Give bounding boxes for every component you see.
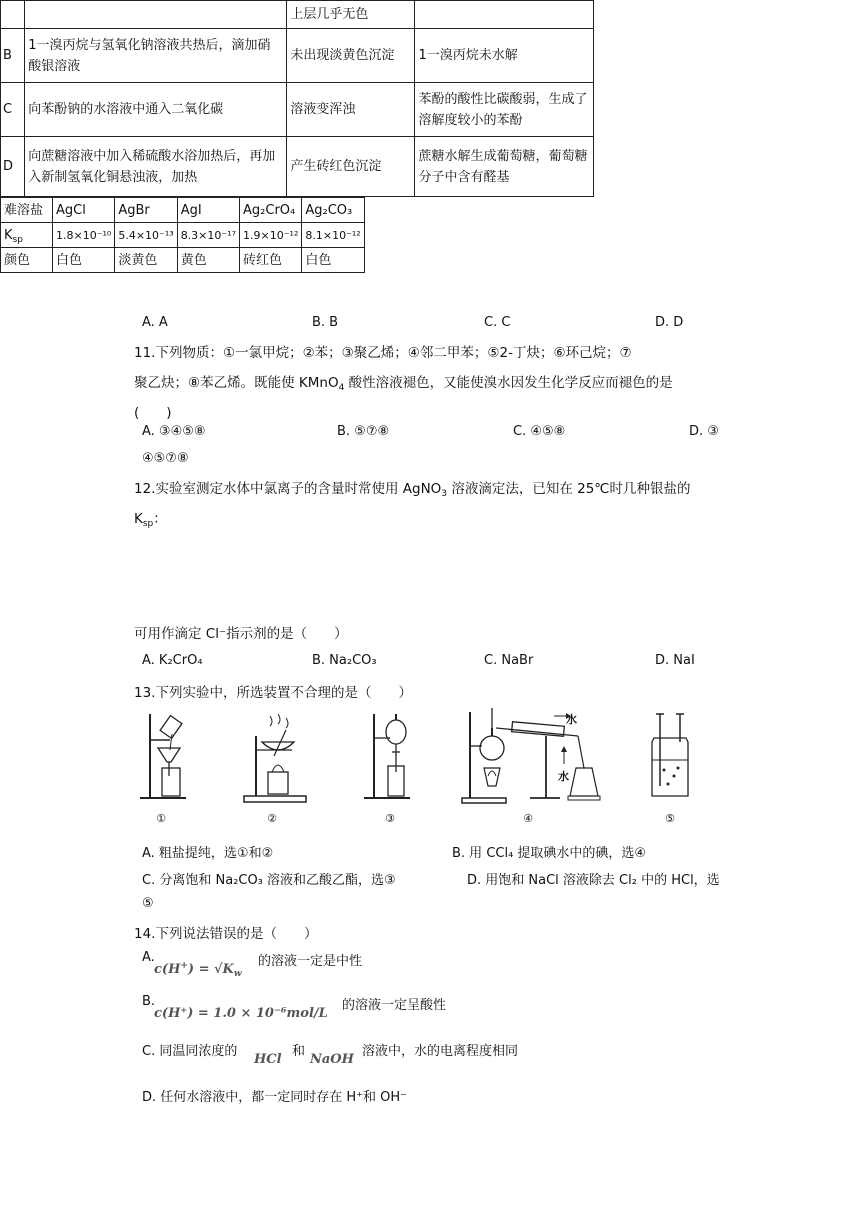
table-cell: 白色 [53,248,115,273]
q10-option-c[interactable]: C. C [484,315,511,330]
q11-text: 聚乙炔；⑧苯乙烯。既能使 KMnO [134,375,339,391]
table-cell: Ag₂CO₃ [302,198,364,223]
filtration-apparatus-figure [136,710,198,810]
formula-part: ) = √K [187,962,234,977]
formula-sub: w [233,969,242,979]
option-text: C. 同温同浓度的 [142,1044,238,1059]
q12-stem [134,474,734,534]
formula-concentration: c(H⁺) = 1.0 × 10⁻⁶mol/L [154,1006,328,1021]
table-cell: 难溶盐 [1,198,53,223]
option-text: 溶液中，水的电离程度相同 [362,1044,519,1059]
table-cell: 8.3×10⁻¹⁷ [177,223,239,248]
distillation-apparatus-figure [460,706,610,810]
table-cell: Ag₂CrO₄ [240,198,302,223]
q14-option-d[interactable]: D. 任何水溶液中，都一定同时存在 H⁺和 OH⁻ [142,1090,408,1105]
gas-washing-bottle-figure [648,710,692,810]
table-cell: 溶液变浑浊 [287,83,415,137]
q13-option-d-cont: ⑤ [142,896,154,911]
table-cell: 产生砖红色沉淀 [287,137,415,197]
table-cell [1,1,25,29]
table-row [1,223,365,248]
q14-option-c[interactable] [142,1040,702,1070]
formula-hcl: HCl [254,1052,282,1067]
q12-text: K [134,511,143,527]
formula-sqrt-kw [154,962,242,977]
q11-option-d-cont: ④⑤⑦⑧ [142,451,189,466]
table-row [1,137,594,197]
q11-line-3: ( ) [134,405,172,421]
option-text: 和 [292,1044,306,1059]
q11-option-d[interactable]: D. ③ [689,424,719,439]
table-cell: AgBr [115,198,177,223]
ksp-label-sub: sp [12,234,23,245]
option-letter: B. [142,994,156,1009]
table-cell: 向蔗糖溶液中加入稀硫酸水浴加热后，再加入新制氢氧化铜悬浊液，加热 [25,137,287,197]
table-cell: AgI [177,198,239,223]
table-cell: 白色 [302,248,364,273]
table-cell: D [1,137,25,197]
q13-option-d[interactable]: D. 用饱和 NaCl 溶液除去 Cl₂ 中的 HCl，选 [467,873,720,888]
option-text: 的溶液一定是中性 [258,954,363,969]
formula-sup: + [180,961,188,971]
evaporation-apparatus-figure [240,710,310,810]
table-row [1,29,594,83]
q12-text: ： [153,511,167,527]
q12-sub: 3 [441,489,448,499]
ksp-table [0,197,365,273]
q12-line-1 [134,474,734,504]
q12-question: 可用作滴定 Cl⁻指示剂的是（ ） [134,626,348,642]
q10-option-a[interactable]: A. A [142,315,168,330]
table-cell: 8.1×10⁻¹² [302,223,364,248]
q12-option-c[interactable]: C. NaBr [484,653,534,668]
q14-option-a[interactable] [142,950,642,982]
q12-option-a[interactable]: A. K₂CrO₄ [142,653,203,668]
table-cell: 蔗糖水解生成葡萄糖，葡萄糖分子中含有醛基 [415,137,594,197]
table-cell: 淡黄色 [115,248,177,273]
ksp-label: K [4,227,13,243]
table-cell: 1一溴丙烷未水解 [415,29,594,83]
q13-option-b[interactable]: B. 用 CCl₄ 提取碘水中的碘，选④ [452,846,647,861]
table-row [1,83,594,137]
q10-table [0,0,594,197]
table-cell: 1.9×10⁻¹² [240,223,302,248]
table-cell: AgCl [53,198,115,223]
figure-label-5: ⑤ [665,812,675,825]
table-cell [25,1,287,29]
figure-label-4: ④ [523,812,533,825]
table-row [1,198,365,223]
option-letter: A. [142,950,155,965]
q10-option-d[interactable]: D. D [655,315,684,330]
table-cell: 颜色 [1,248,53,273]
q12-sub: sp [142,519,154,529]
figure-label-2: ② [267,812,277,825]
figure-label-1: ① [156,812,166,825]
q11-option-b[interactable]: B. ⑤⑦⑧ [337,424,390,439]
q12-line-2 [134,504,734,534]
table-cell: 向苯酚钠的水溶液中通入二氧化碳 [25,83,287,137]
q11-sub: 4 [338,383,345,393]
q13-stem: 13.下列实验中，所选装置不合理的是（ ） [134,685,412,701]
q11-line-1: 11.下列物质：①一氯甲烷；②苯；③聚乙烯；④邻二甲苯；⑤2-丁炔；⑥环己烷；⑦ [134,345,632,361]
table-cell: 苯酚的酸性比碳酸弱，生成了溶解度较小的苯酚 [415,83,594,137]
q11-option-a[interactable]: A. ③④⑤⑧ [142,424,206,439]
q11-line-2 [134,368,734,398]
figure-label-3: ③ [385,812,395,825]
table-cell: C [1,83,25,137]
q12-text: 12.实验室测定水体中氯离子的含量时常使用 AgNO [134,481,442,497]
q13-option-c[interactable]: C. 分离饱和 Na₂CO₃ 溶液和乙酸乙酯，选③ [142,873,396,888]
table-cell: 5.4×10⁻¹³ [115,223,177,248]
q12-option-d[interactable]: D. NaI [655,653,695,668]
q13-option-a[interactable]: A. 粗盐提纯，选①和② [142,846,274,861]
table-cell: 上层几乎无色 [287,1,415,29]
option-text: 的溶液一定呈酸性 [342,998,447,1013]
formula-naoh: NaOH [310,1052,354,1067]
table-cell [415,1,594,29]
table-cell: 黄色 [177,248,239,273]
q14-stem: 14.下列说法错误的是（ ） [134,926,318,942]
q12-option-b[interactable]: B. Na₂CO₃ [312,653,377,668]
water-outlet-label: 水 [566,713,577,726]
table-cell: 未出现淡黄色沉淀 [287,29,415,83]
q11-text: 酸性溶液褪色，又能使溴水因发生化学反应而褪色的是 [344,375,673,391]
table-cell: 1.8×10⁻¹⁰ [53,223,115,248]
q11-stem [134,338,734,428]
q12-text: 溶液滴定法，已知在 25℃时几种银盐的 [447,481,691,497]
separatory-funnel-figure [360,710,420,810]
q11-option-c[interactable]: C. ④⑤⑧ [513,424,566,439]
table-cell: 1一溴丙烷与氢氧化钠溶液共热后，滴加硝酸银溶液 [25,29,287,83]
water-inlet-label: 水 [558,770,569,783]
table-cell: B [1,29,25,83]
formula-part: c(H [154,962,181,977]
q14-option-b[interactable] [142,994,642,1026]
q10-option-b[interactable]: B. B [312,315,339,330]
table-row [1,248,365,273]
table-cell [1,223,53,248]
table-cell: 砖红色 [240,248,302,273]
table-row [1,1,594,29]
